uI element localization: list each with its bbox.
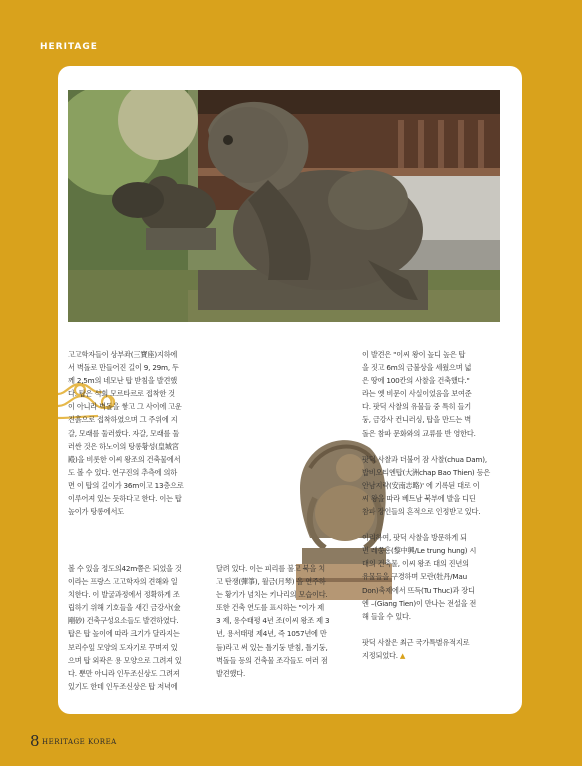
article-column-1-bottom: 볼 수 있을 정도의42m쯤은 되었을 것 이라는 프랑스 고고학자의 견해와 일 치한다. 이 발굴과정에서 정확하게 조 립하기 위해 기호들을 새긴 금강사(金 剛砂) 건축구성요소들도 발견하였다. 탑은 탑 높이에 따라 크기가 달라지는 보리수잎 모양의 도자기로 꾸며져 있 으며 탑 외곽은 용 모양으로 그려져 있 다. 뿐만 아니라 인두조신상도 그려져 있기도 한데 인두조신상은 탑 저녁에 [68,564,182,691]
magazine-name: HERITAGE KOREA [42,738,117,746]
stone-statue-photo [68,90,500,322]
article-column-3: 이 발견은 "이씨 왕이 높디 높은 탑 을 짓고 6m의 금불상을 세웠으며 넓 은 땅에 100칸의 사찰을 건축했다." 라는 옛 비문이 사실이었음을 보여준 다. 팟딕 사찰의 유물들 중 특히 들기 둥, 금강사 컨니러싱, 탑을 만드는 벽 돌은 참파 문화와의 교류를 반 영한다. 팟딕 사찰과 더불어 잠 사찰(chua Dam), 밥비오티엔탑(大洲chap Bao Thien) 등은 안남지략(安南志略)' 에 기록된 대로 이 씨 왕을 따라 베트남 북부에 발을 디딘 참파 장인들의 흔적으로 인정받고 있다. 이리하여, 팟딕 사찰을 방문하게 되 면 레쭝흥(黎中興/Le trung hung) 시 대의 건축물, 이씨 왕조 대의 진년의 유물들을 구경하며 모란(牡丹/Mau Don)축제에서 뜨득(Tu Thuc)과 장디 엔 –(Giang Tien)이 만나는 전설을 전 해 들을 수 있다. 팟딕 사찰은 최근 국가특별유적지로 지정되었다. ▲ [362,350,491,660]
end-mark-icon: ▲ [399,650,406,660]
closing-sentence: 팟딕 사찰은 최근 국가특별유적지로 지정되었다. [362,637,470,660]
page-number: 8 [30,732,40,750]
article-column-2-bottom: 달려 있다. 이는 피리를 불고 북을 치 고 탄쟁(彈箏), 월금(月琴) 을 연주하 는 황기가 넘치는 키나리의 모습이다. 또한 건축 연도를 표시하는 "이가 제 3 제, 용수태평 4년 조(이씨 왕조 제 3 년, 용서태평 제4년, 즉 1057년에 만 듬)라고 써 있는 틀기둥 받침, 틀기둥, 벽돌들 등의 건축물 조각들도 여러 점 발견했다. [216,564,330,678]
section-label: HERITAGE [40,42,98,52]
article-column-1-top: 고고학자들이 상부좌(三寶座)지하에 서 벽돌로 만들어진 길이 9, 29m, 두 께 2,5m의 네모난 탑 받침을 발견했 다. 탑은 석회 모르타르로 접착한 것 이 아니라 벽돌을 쌓고 그 사이에 고운 진흙으로 접착하였으며 그 주위에 지 갈, 모래를 둘러쌌다. 자갈, 모래를 둘 러싼 것은 하노이의 탕롱황성(皇城宮 殿)을 비롯한 이씨 왕조의 건축물에서 도 볼 수 있다. 연구진의 추측에 의하 면 이 탑의 길이가 36m이고 13층으로 이루어져 있는 듯하다고 한다. 이는 탑 높이가 탕롱에서도 [68,350,184,517]
